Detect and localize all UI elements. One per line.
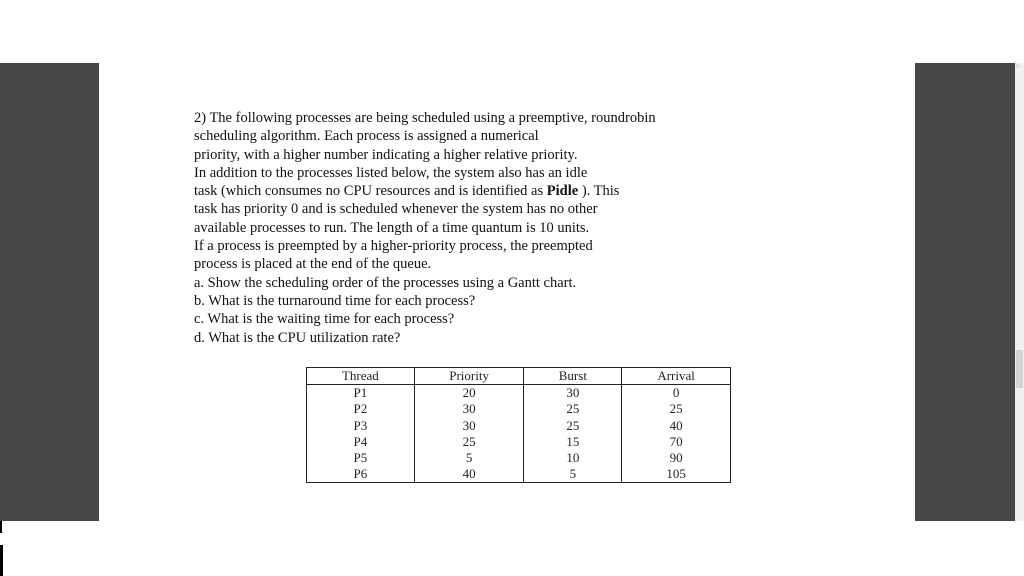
table-header-row	[307, 368, 731, 385]
cell-burst: 15	[524, 434, 622, 450]
cell-priority: 5	[414, 450, 524, 466]
question-d: d. What is the CPU utilization rate?	[194, 329, 401, 346]
cell-priority: 30	[414, 401, 524, 417]
right-gutter	[915, 63, 1015, 521]
cell-thread: P1	[307, 385, 415, 402]
cell-arrival: 70	[669, 433, 683, 449]
bottom-area	[0, 521, 1024, 576]
cell-thread: P5	[307, 450, 415, 466]
problem-line	[194, 182, 754, 200]
scrollbar-thumb[interactable]	[1016, 350, 1023, 388]
cell-thread: P3	[307, 418, 415, 434]
table-row	[307, 385, 731, 402]
problem-line: scheduling algorithm. Each process is assigned a numerical	[194, 128, 539, 145]
table-row	[307, 401, 731, 417]
pidle-term: Pidle	[546, 183, 579, 200]
col-header-arrival: Arrival	[622, 368, 731, 385]
problem-line-part: task (which consumes no CPU resources and is identified as	[194, 183, 547, 200]
cell-priority: 30	[414, 418, 524, 434]
problem-line-part: ). This	[578, 183, 620, 200]
col-header-thread: Thread	[307, 368, 415, 385]
problem-line: available processes to run. The length of a time quantum is 10 units.	[194, 219, 590, 236]
left-gutter	[0, 63, 99, 521]
cell-priority: 20	[414, 385, 524, 402]
cell-burst: 25	[524, 401, 622, 417]
question-a: a. Show the scheduling order of the processes using a Gantt chart.	[194, 274, 577, 291]
vertical-scrollbar[interactable]	[1015, 63, 1024, 521]
edge-mark	[0, 521, 2, 533]
table-row	[307, 450, 731, 466]
cell-thread: P2	[307, 401, 415, 417]
col-header-burst: Burst	[524, 368, 622, 385]
cell-arrival: 90	[669, 450, 683, 466]
table-row	[307, 434, 731, 450]
problem-line: If a process is preempted by a higher-priority process, the preempted	[194, 238, 593, 255]
cell-arrival: 0	[672, 385, 680, 401]
problem-line: 2) The following processes are being scheduled using a preemptive, roundrobin	[194, 110, 656, 126]
edge-mark	[0, 545, 3, 576]
problem-line: task has priority 0 and is scheduled whenever the system has no other	[194, 201, 598, 218]
question-b: b. What is the turnaround time for each process?	[194, 292, 476, 309]
process-table	[306, 367, 731, 483]
cell-arrival: 25	[669, 401, 683, 417]
problem-text	[194, 109, 754, 347]
cell-priority: 40	[414, 466, 524, 483]
cell-arrival: 105	[666, 466, 686, 482]
cell-thread: P6	[307, 466, 415, 483]
cell-thread: P4	[307, 434, 415, 450]
problem-line: priority, with a higher number indicating a higher relative priority.	[194, 146, 578, 163]
col-header-priority: Priority	[414, 368, 524, 385]
table-row	[307, 418, 731, 434]
cell-burst: 30	[524, 385, 622, 402]
problem-line: In addition to the processes listed below, the system also has an idle	[194, 164, 588, 181]
table-row	[307, 466, 731, 483]
scroll-up-icon[interactable]: ^	[1016, 63, 1020, 71]
cell-priority: 25	[414, 434, 524, 450]
question-c: c. What is the waiting time for each process?	[194, 311, 455, 328]
cell-burst: 10	[524, 450, 622, 466]
cell-arrival: 40	[669, 417, 683, 433]
problem-line: process is placed at the end of the queue.	[194, 256, 432, 273]
cell-burst: 25	[524, 418, 622, 434]
cell-burst: 5	[524, 466, 622, 483]
top-strip	[0, 0, 1024, 63]
